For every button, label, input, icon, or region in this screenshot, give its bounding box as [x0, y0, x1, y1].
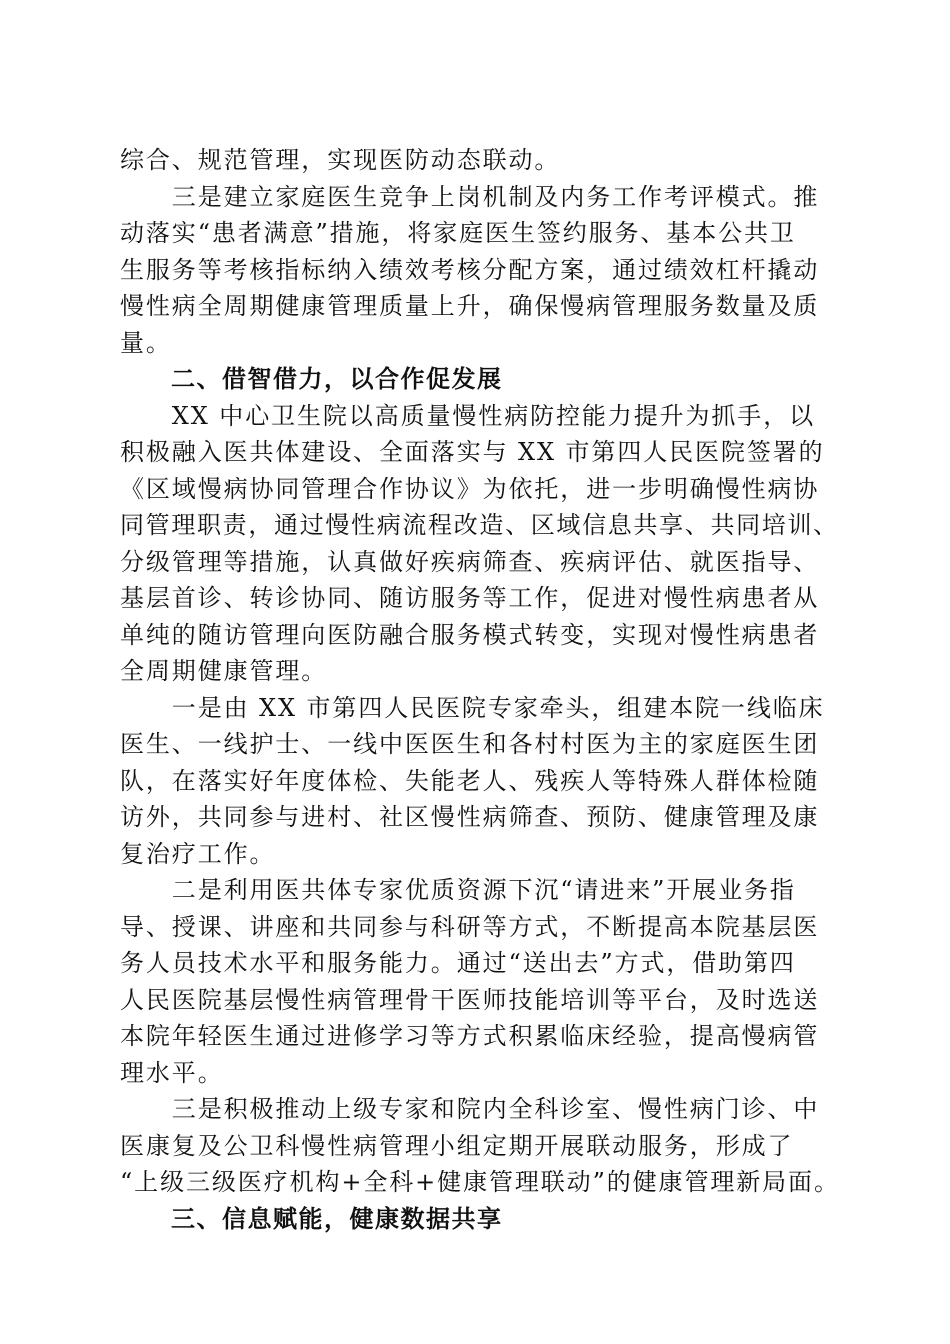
text-line: 访外，共同参与进村、社区慢性病筛查、预防、健康管理及康	[120, 803, 820, 831]
text-line: 三是积极推动上级专家和院内全科诊室、慢性病门诊、中	[120, 1095, 820, 1123]
text-line: 分级管理等措施，认真做好疾病筛查、疾病评估、就医指导、	[120, 547, 820, 576]
body-paragraph	[120, 179, 840, 362]
text-line: 人民医院基层慢性病管理骨干医师技能培训等平台，及时选送	[120, 985, 820, 1014]
body-paragraph	[120, 398, 840, 690]
text-line: 一是由 XX 市第四人民医院专家牵头，组建本院一线临床	[120, 693, 825, 722]
text-line: 《区域慢病协同管理合作协议》为依托，进一步明确慢性病协	[120, 474, 820, 503]
document-page	[120, 142, 840, 1237]
text-line: 慢性病全周期健康管理质量上升，确保慢病管理服务数量及质	[120, 292, 820, 320]
text-line: 二是利用医共体专家优质资源下沉“请进来”开展业务指	[120, 876, 796, 904]
text-line: 量。	[120, 328, 172, 357]
body-paragraph	[120, 690, 840, 873]
text-line: 医康复及公卫科慢性病管理小组定期开展联动服务，形成了	[120, 1131, 794, 1160]
text-line: XX 中心卫生院以高质量慢性病防控能力提升为抓手，以	[120, 401, 815, 430]
text-line: 务人员技术水平和服务能力。通过“送出去”方式，借助第四	[120, 949, 796, 977]
body-paragraph	[120, 142, 840, 179]
text-line: “上级三级医疗机构+全科+健康管理联动”的健康管理新局面。	[120, 1168, 840, 1196]
text-line: 动落实“患者满意”措施，将家庭医生签约服务、基本公共卫	[120, 219, 796, 247]
body-paragraph	[120, 1091, 840, 1201]
text-line: 基层首诊、转诊协同、随访服务等工作，促进对慢性病患者从	[120, 584, 820, 612]
text-line: 单纯的随访管理向医防融合服务模式转变，实现对慢性病患者	[120, 620, 820, 649]
text-line: 本院年轻医生通过进修学习等方式积累临床经验，提高慢病管	[120, 1022, 820, 1050]
section-heading	[120, 361, 840, 398]
body-paragraph	[120, 872, 840, 1091]
text-line: 积极融入医共体建设、全面落实与 XX 市第四人民医院签署的	[120, 438, 825, 466]
text-line: 导、授课、讲座和共同参与科研等方式，不断提高本院基层医	[120, 912, 820, 941]
text-line: 同管理职责，通过慢性病流程改造、区域信息共享、共同培训、	[120, 511, 839, 539]
heading-line: 二、借智借力，以合作促发展	[120, 365, 503, 393]
text-line: 生服务等考核指标纳入绩效考核分配方案，通过绩效杠杆撬动	[120, 255, 820, 284]
text-line: 队，在落实好年度体检、失能老人、残疾人等特殊人群体检随	[120, 766, 820, 795]
text-line: 理水平。	[120, 1058, 224, 1087]
heading-line: 三、信息赋能，健康数据共享	[120, 1204, 503, 1233]
text-line: 综合、规范管理，实现医防动态联动。	[120, 146, 561, 174]
text-line: 三是建立家庭医生竞争上岗机制及内务工作考评模式。推	[120, 182, 820, 211]
text-line: 复治疗工作。	[120, 839, 276, 868]
text-line: 全周期健康管理。	[120, 657, 328, 685]
text-line: 医生、一线护士、一线中医医生和各村村医为主的家庭医生团	[120, 730, 820, 758]
section-heading	[120, 1201, 840, 1238]
